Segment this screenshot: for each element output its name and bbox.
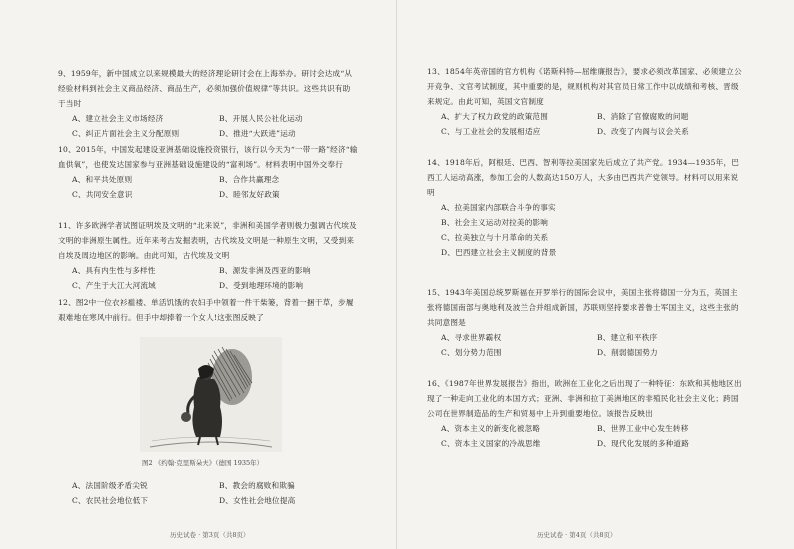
left-page-footer: 历史试卷 · 第3页（共8页）	[170, 531, 250, 539]
question-10-option-b: B、合作共赢理念	[219, 175, 280, 184]
question-10-option-d: D、睦邻友好政策	[219, 190, 280, 199]
question-14-options	[427, 200, 745, 260]
question-11-stem: 11、许多欧洲学者试图证明埃及文明的“北来说”，非洲和美国学者则极力强调古代埃及文明的非洲原生属性。近年来考古发掘表明，古代埃及文明是一种原生文明，又受到来自埃及周边地区的影响。由此可知，古代埃及文明	[58, 221, 357, 260]
question-13	[427, 64, 745, 139]
question-9-option-b: B、开展人民公社化运动	[219, 114, 303, 123]
question-10-option-c: C、共同安全意识	[72, 190, 133, 199]
question-14-option-b: B、社会主义运动对拉美的影响	[441, 218, 549, 227]
question-12-option-d: D、女性社会地位提高	[219, 496, 296, 505]
question-10-option-a: A、和平共处原则	[72, 175, 133, 184]
question-11	[58, 218, 358, 293]
right-page-footer: 历史试卷 · 第4页（共8页）	[537, 531, 617, 539]
question-14-stem: 14、1918年后，阿根廷、巴西、智利等拉美国家先后成立了共产党。1934—1935年，巴西工人运动高涨，参加工会的人数高达150万人，大多由巴西共产党领导。材料可以用来说明	[427, 158, 740, 197]
question-16-option-a: A、资本主义的新变化被忽略	[441, 424, 541, 433]
question-11-options	[58, 263, 358, 293]
question-14-option-c: C、拉美独立与十月革命的关系	[441, 233, 549, 242]
question-12-options-grid	[72, 478, 358, 508]
question-10-stem: 10、2015年，中国发起建设亚洲基础设施投资银行，该行以今天为“一带一路”经济“输血供氧”，也使发达国家参与亚洲基础设施建设的“富利场”。材料表明中国外交奉行	[58, 145, 358, 169]
figure-caption: 图2 《约翰·克里斯朵夫》（德国 1935年）	[142, 459, 264, 467]
question-9-stem: 9、1959年，新中国成立以来规模最大的经济理论研讨会在上海举办。研讨会达成“从经验材料到社会主义商品经济、商品生产，必须加强价值规律”等共识。这些共识有助于当时	[58, 69, 353, 108]
peasant-woman-illustration	[140, 337, 282, 452]
question-9-options	[58, 111, 358, 141]
question-12-option-a: A、法国阶级矛盾尖锐	[72, 481, 148, 490]
question-16-option-b: B、世界工业中心发生转移	[597, 424, 689, 433]
question-12-stem: 12、图2中一位衣衫褴褛、单活饥饿的农妇手中领着一件干柴篓，背着一捆干草，步履艰难地在寒风中前行。但手中却捧着一个女人!这张图反映了	[58, 298, 354, 322]
question-13-option-a: A、扩大了权力政党的政策范围	[441, 112, 549, 121]
question-11-option-a: A、具有内生性与多样性	[72, 266, 156, 275]
question-15-option-d: D、削弱德国势力	[597, 348, 658, 357]
question-13-option-c: C、与工业社会的发展相适应	[441, 127, 541, 136]
question-16	[427, 376, 745, 451]
question-16-stem: 16、《1987年世界发展报告》指出，欧洲在工业化之后出现了一种特征：东欧和其他地区出现了一种走向工业化的本国方式；亚洲、非洲和拉丁美洲地区的非殖民化社会主义化；跨国公司在世界制造品的生产和贸易中上升到重要地位。该报告反映出	[427, 379, 742, 418]
question-16-option-c: C、资本主义国家的冷战思维	[441, 439, 541, 448]
right-page	[397, 0, 794, 549]
question-9-option-a: A、建立社会主义市场经济	[72, 114, 164, 123]
question-12-options	[72, 478, 358, 508]
question-13-options	[427, 109, 745, 139]
question-13-option-b: B、消除了官僚腐败的问题	[597, 112, 689, 121]
question-15-option-a: A、寻求世界霸权	[441, 333, 502, 342]
question-10-options	[58, 172, 358, 202]
question-9-option-d: D、推进“大跃进”运动	[219, 129, 296, 138]
question-16-option-d: D、现代化发展的多种道路	[597, 439, 690, 448]
peasant-woman-figure	[140, 337, 282, 452]
question-13-option-d: D、改变了内阁与议会关系	[597, 127, 690, 136]
question-15-stem: 15、1943年美国总统罗斯福在开罗举行的国际会议中，美国主张将德国一分为五，英国主张将德国南部与奥地利及波兰合并组成新国，苏联则坚持要求普鲁士军国主义，这些主张的共同意图是	[427, 288, 739, 327]
question-12-option-c: C、农民社会地位低下	[72, 496, 149, 505]
question-9-option-c: C、纠正片面社会主义分配原则	[72, 129, 180, 138]
question-15	[427, 285, 745, 360]
question-11-option-c: C、产生于大江大河流域	[72, 281, 156, 290]
question-16-options	[427, 421, 745, 451]
question-10	[58, 142, 358, 202]
question-14-option-d: D、巴西建立社会主义制度的背景	[441, 248, 557, 257]
question-13-stem: 13、1854年英帝国的官方机构《诺斯科特—屈维廉报告》，要求必须改革国家、必须建立公开竞争、文官考试制度，其中重要的是，规则机构对其官员日常工作中以成绩和考核、晋级来规定。由此可知，英国文官制度	[427, 67, 742, 106]
question-15-options	[427, 330, 745, 360]
question-11-option-b: B、源发非洲及西亚的影响	[219, 266, 311, 275]
question-15-option-c: C、划分势力范围	[441, 348, 502, 357]
question-12	[58, 295, 358, 325]
question-14-option-a: A、拉美国家内部联合斗争的事实	[441, 203, 556, 212]
question-11-option-d: D、受到地理环境的影响	[219, 281, 304, 290]
question-12-option-b: B、教会的腐败和欺骗	[219, 481, 295, 490]
question-15-option-b: B、建立和平秩序	[597, 333, 658, 342]
question-9	[58, 66, 358, 141]
question-14	[427, 155, 745, 260]
